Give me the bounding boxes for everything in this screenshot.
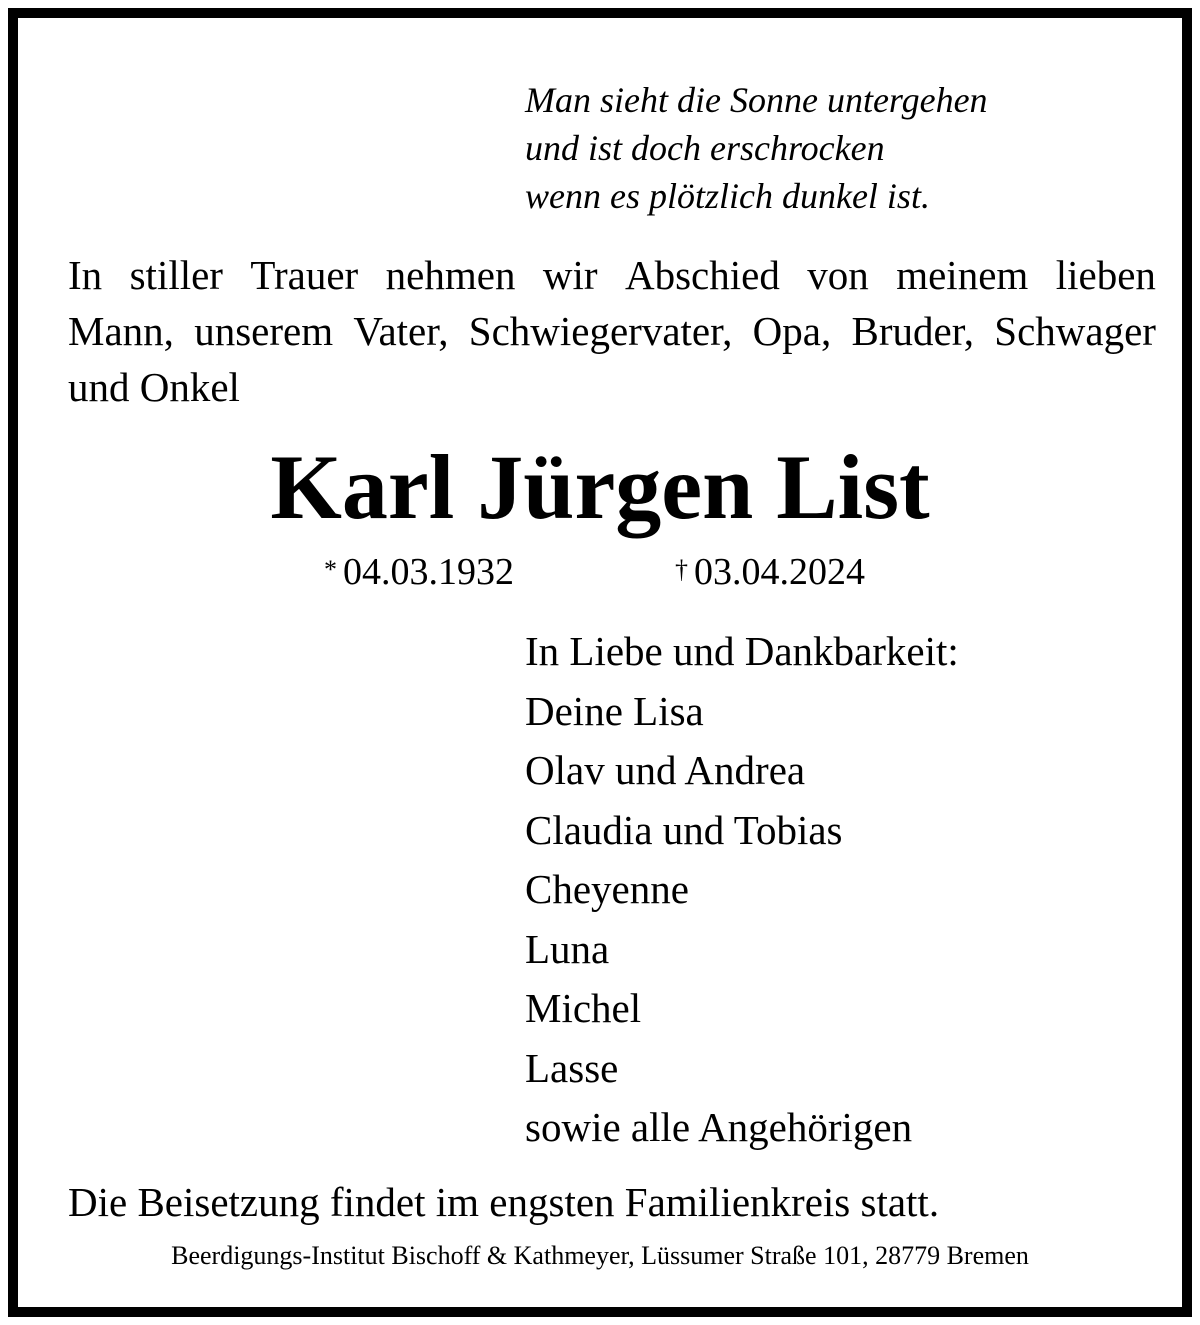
mourners-heading: In Liebe und Dankbarkeit: <box>525 628 959 674</box>
intro-text <box>68 247 1156 415</box>
poem-line: Man sieht die Sonne untergehen <box>525 80 988 120</box>
intro-word: stiller <box>129 252 223 298</box>
intro-word: Bruder, <box>851 308 974 354</box>
poem-verse <box>525 76 988 220</box>
funeral-note: Die Beisetzung findet im engsten Familienkreis statt. <box>68 1179 940 1225</box>
intro-word: Schwiegervater, <box>468 308 733 354</box>
undertaker-address: Beerdigungs-Institut Bischoff & Kathmeyer, Lüssumer Straße 101, 28779 Bremen <box>171 1241 1029 1270</box>
intro-word: In <box>68 252 103 298</box>
mourner-name: Olav und Andrea <box>525 747 806 793</box>
death-date-group <box>675 546 865 598</box>
mourner-name: Deine Lisa <box>525 687 704 734</box>
intro-word: Opa, <box>752 308 832 354</box>
mourner-name: sowie alle Angehörigen <box>525 1104 913 1150</box>
mourner-name: Lasse <box>525 1044 619 1091</box>
mourners-list <box>525 622 959 1158</box>
mourner-name: Claudia und Tobias <box>525 806 843 853</box>
death-cross-icon: † <box>675 555 688 584</box>
intro-word: Trauer <box>250 252 359 298</box>
deceased-name: Karl Jürgen List <box>270 436 930 538</box>
obituary-notice <box>8 8 1192 1317</box>
intro-word: Abschied <box>624 252 780 298</box>
intro-word: meinem <box>896 252 1029 298</box>
birth-star-icon: * <box>324 555 337 584</box>
intro-word: unserem <box>194 308 334 354</box>
intro-word: Vater, <box>353 308 449 354</box>
intro-word: Mann, <box>68 308 174 354</box>
intro-word: nehmen <box>385 252 516 298</box>
intro-line-2 <box>68 303 1156 359</box>
intro-word: Schwager <box>994 308 1156 354</box>
death-date: 03.04.2024 <box>694 551 865 593</box>
poem-line: wenn es plötzlich dunkel ist. <box>525 176 930 216</box>
mourner-name: Luna <box>525 925 610 972</box>
birth-date: 04.03.1932 <box>343 551 514 593</box>
mourner-name: Cheyenne <box>525 866 689 912</box>
intro-line-3: und Onkel <box>68 364 240 410</box>
intro-word: wir <box>542 252 598 298</box>
intro-word: lieben <box>1055 252 1156 298</box>
intro-line-1 <box>68 247 1156 303</box>
intro-word: von <box>807 252 869 298</box>
poem-line: und ist doch erschrocken <box>525 128 885 168</box>
mourner-name: Michel <box>525 985 642 1031</box>
birth-date-group <box>324 546 514 598</box>
